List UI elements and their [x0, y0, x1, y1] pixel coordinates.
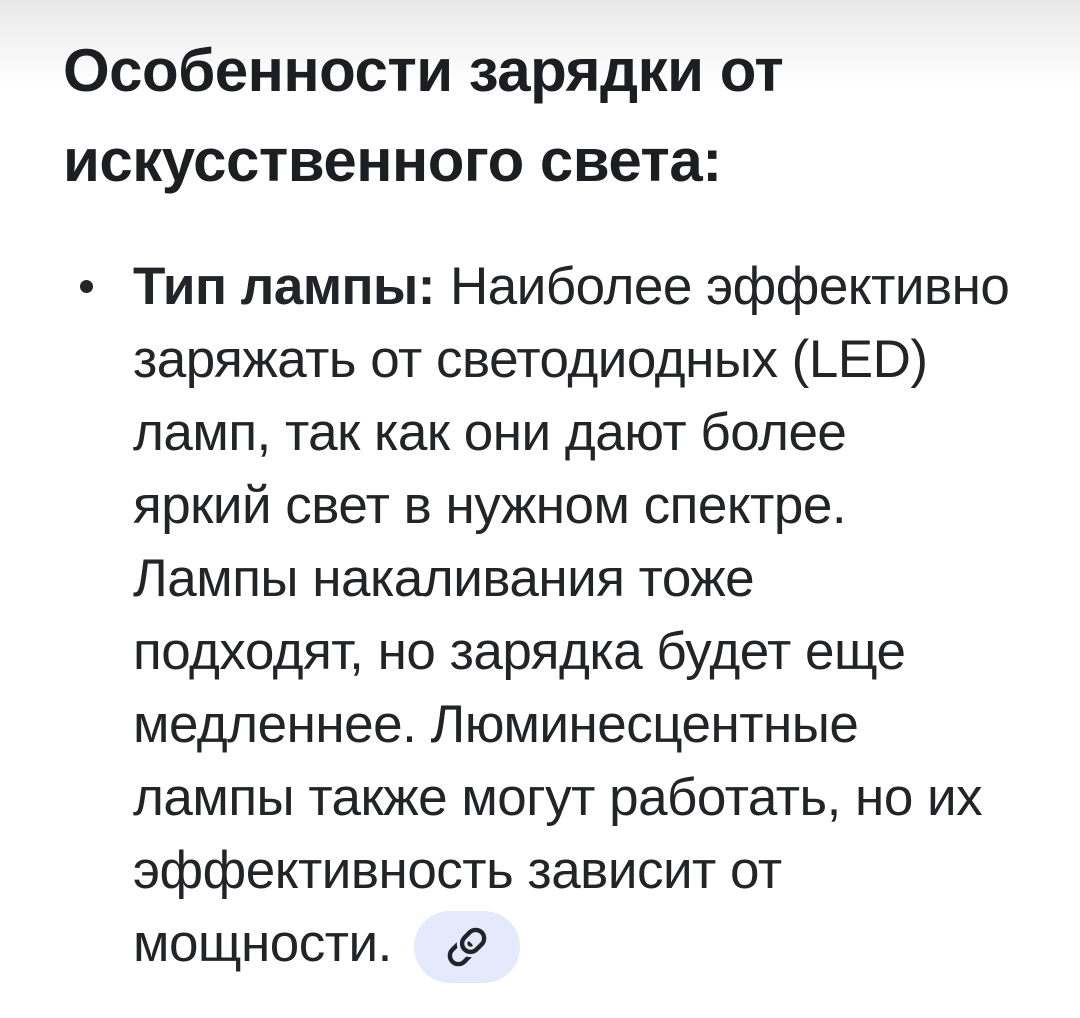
term-label: Тип лампы: — [133, 257, 435, 316]
text-line: медленнее. Люминесцентные — [133, 695, 859, 754]
text-fragment: мощности. — [133, 914, 392, 973]
list-item — [63, 250, 1040, 983]
text-line: лампы также могут работать, но их — [133, 768, 983, 827]
text-line: яркий свет в нужном спектре. — [133, 476, 847, 535]
text-line: ламп, так как они дают более — [133, 403, 847, 462]
section-heading — [63, 26, 1040, 206]
heading-line: Особенности зарядки от — [63, 37, 784, 104]
text-line: Лампы накаливания тоже — [133, 549, 755, 608]
bullet-marker-icon — [80, 280, 93, 293]
link-icon — [444, 924, 490, 970]
text-line — [133, 907, 1040, 983]
source-link-chip[interactable] — [414, 911, 520, 983]
text-line — [133, 250, 1040, 323]
text-fragment: Наиболее эффективно — [449, 257, 1010, 316]
text-line: заряжать от светодиодных (LED) — [133, 330, 928, 389]
text-line: эффективность зависит от — [133, 841, 782, 900]
text-line: подходят, но зарядка будет еще — [133, 622, 906, 681]
heading-line: искусственного света: — [63, 127, 722, 194]
bullet-list — [63, 250, 1040, 983]
